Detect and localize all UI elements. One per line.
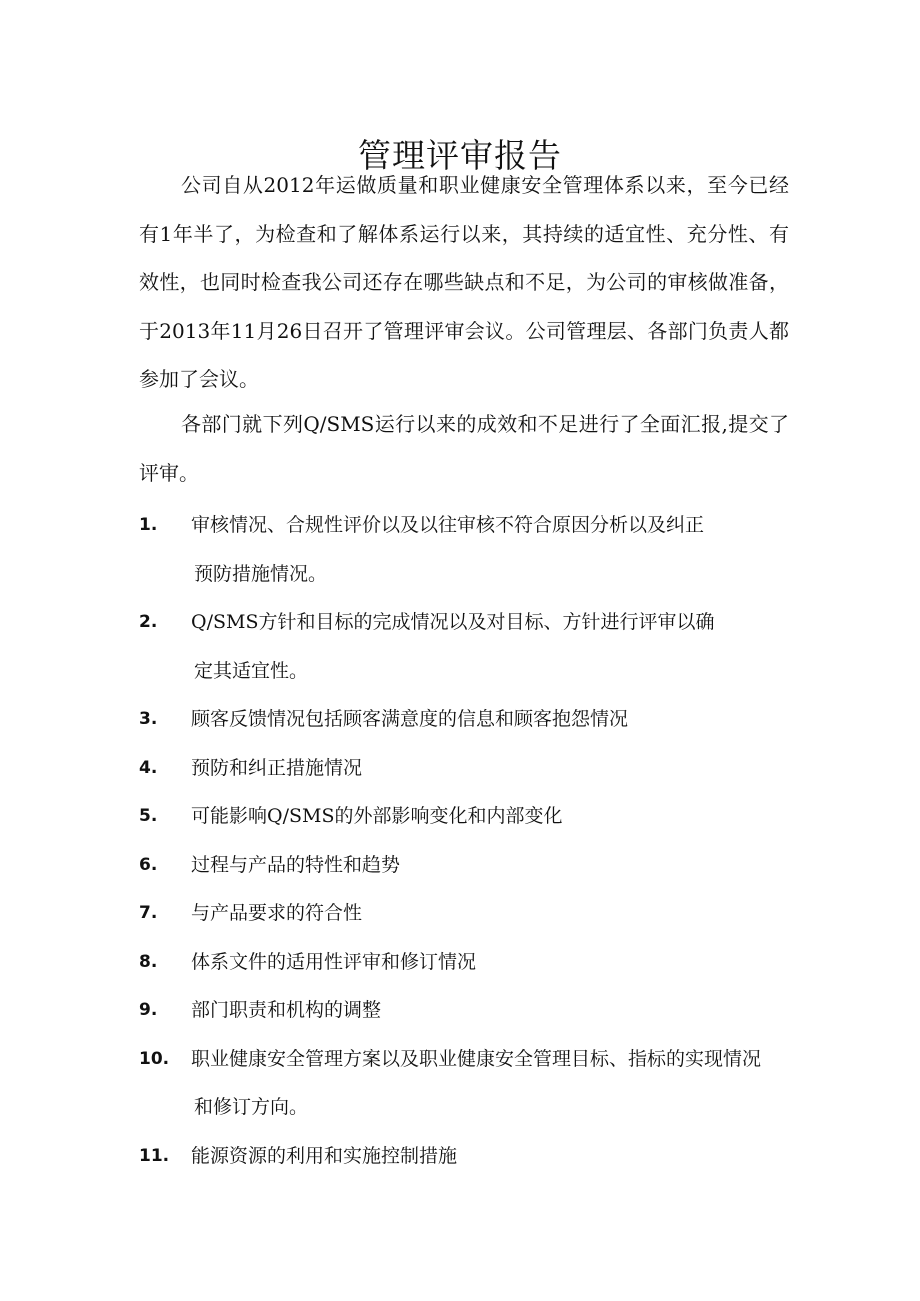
list-item: [139, 1035, 799, 1132]
document-title: 管理评审报告: [358, 136, 562, 176]
item-text: 体系文件的适用性评审和修订情况: [191, 950, 477, 973]
item-text: 部门职责和机构的调整: [191, 999, 382, 1021]
item-text: 可能影响Q/SMS的外部影响变化和内部变化: [191, 805, 563, 827]
list-item: [139, 598, 799, 695]
item-text: 过程与产品的特性和趋势: [191, 853, 401, 876]
item-number: 11.: [139, 1145, 170, 1166]
list-item: [139, 1132, 799, 1181]
item-line-continued: 和修订方向。: [194, 1096, 309, 1118]
item-number: 8.: [139, 951, 158, 972]
list-item: [139, 841, 799, 890]
list-item: [139, 744, 799, 793]
item-text: [191, 501, 799, 598]
item-line: 职业健康安全管理方案以及职业健康安全管理目标、指标的实现情况: [191, 1047, 762, 1070]
item-text: 与产品要求的符合性: [191, 902, 363, 924]
review-items-list: [139, 501, 799, 1180]
item-line: 审核情况、合规性评价以及以往审核不符合原因分析以及纠正: [191, 514, 705, 536]
item-text: [191, 1035, 799, 1132]
list-item: [139, 889, 799, 938]
item-text: 能源资源的利用和实施控制措施: [191, 1144, 458, 1167]
list-item: [139, 501, 799, 598]
item-number: 3.: [139, 709, 158, 729]
item-text: 预防和纠正措施情况: [191, 756, 363, 779]
list-item: [139, 938, 799, 987]
list-item: [139, 695, 799, 744]
item-text: [191, 598, 799, 695]
item-number: 2.: [139, 612, 158, 632]
item-line-continued: 预防措施情况。: [194, 562, 328, 585]
item-number: 10.: [139, 1048, 170, 1069]
item-text: 顾客反馈情况包括顾客满意度的信息和顾客抱怨情况: [191, 708, 629, 730]
intro-paragraph: 公司自从2012年运做质量和职业健康安全管理体系以来，至今已经有1年半了，为检查和了解体系运行以来，其持续的适宜性、充分性、有效性，也同时检查我公司还存在哪些缺点和不足，为公司的审核做准备，于2013年11月26日召开了管理评审会议。公司管理层、各部门负责人都参加了会议。: [139, 173, 789, 391]
item-number: 6.: [139, 854, 158, 875]
item-number: 1.: [139, 515, 158, 535]
item-number: 4.: [139, 757, 158, 778]
item-line: Q/SMS方针和目标的完成情况以及对目标、方针进行评审以确: [191, 611, 715, 633]
item-number: 5.: [139, 806, 158, 826]
item-line-continued: 定其适宜性。: [194, 659, 309, 682]
list-item: [139, 792, 799, 841]
summary-paragraph: 各部门就下列Q/SMS运行以来的成效和不足进行了全面汇报,提交了评审。: [139, 412, 789, 485]
item-number: 7.: [139, 903, 158, 923]
list-item: [139, 986, 799, 1035]
item-number: 9.: [139, 1000, 158, 1020]
